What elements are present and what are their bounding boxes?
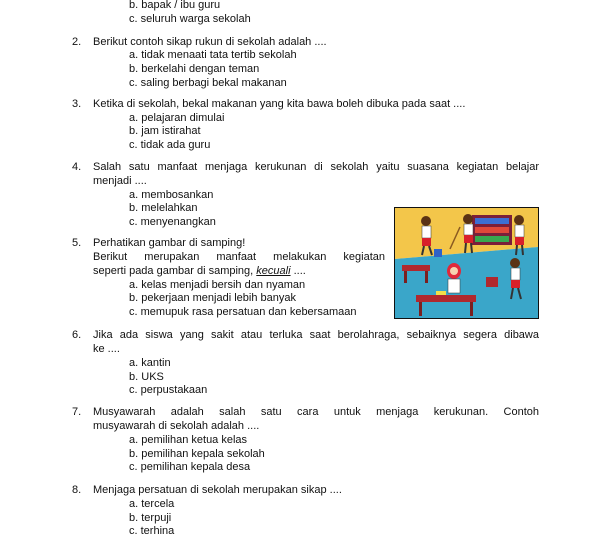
question-7-number: 7. (72, 406, 82, 418)
q3-option-a: a. pelajaran dimulai (129, 112, 225, 124)
q4-option-a: a. membosankan (129, 189, 214, 201)
question-7-text-line-2: musyawarah di sekolah adalah .... (93, 420, 260, 432)
question-2-text: Berikut contoh sikap rukun di sekolah adalah .... (93, 36, 327, 48)
question-8-number: 8. (72, 484, 82, 496)
table-shape (416, 295, 476, 302)
q4-option-b: b. melelahkan (129, 202, 198, 214)
q7-option-a: a. pemilihan ketua kelas (129, 434, 248, 446)
q7-option-c: c. pemilihan kepala desa (129, 461, 251, 473)
question-5-emphasis: kecuali (256, 265, 291, 277)
q2-option-a: a. tidak menaati tata tertib sekolah (129, 49, 297, 61)
q7-option-b: b. pemilihan kepala sekolah (129, 448, 265, 460)
question-5-text-line-1: Perhatikan gambar di samping! (93, 237, 246, 249)
question-4-text-line-1: Salah satu manfaat menjaga kerukunan di sekolah yaitu suasana kegiatan belajar (93, 161, 539, 173)
question-8-text: Menjaga persatuan di sekolah merupakan sikap .... (93, 484, 342, 496)
q1-option-b: b. bapak / ibu guru (129, 0, 221, 11)
question-3-number: 3. (72, 98, 82, 110)
q2-option-b: b. berkelahi dengan teman (129, 63, 260, 75)
q3-option-b: b. jam istirahat (129, 125, 201, 137)
q5-option-b: b. pekerjaan menjadi lebih banyak (129, 292, 296, 304)
question-6-text-line-2: ke .... (93, 343, 120, 355)
question-3-text: Ketika di sekolah, bekal makanan yang kita bawa boleh dibuka pada saat .... (93, 98, 466, 110)
q5-option-c: c. memupuk rasa persatuan dan kebersamaan (129, 306, 357, 318)
q5-option-a: a. kelas menjadi bersih dan nyaman (129, 279, 306, 291)
question-4-text-line-2: menjadi .... (93, 175, 147, 187)
classroom-cleaning-icon (394, 207, 539, 319)
desk-shape (402, 265, 430, 271)
question-7-text-line-1: Musyawarah adalah salah satu cara untuk menjaga kerukunan. Contoh (93, 406, 539, 418)
q6-option-c: c. perpustakaan (129, 384, 208, 396)
q4-option-c: c. menyenangkan (129, 216, 216, 228)
question-5-text-line-2: Berikut merupakan manfaat melakukan kegiatan (93, 251, 385, 263)
q1-option-c: c. seluruh warga sekolah (129, 13, 251, 25)
q8-option-b: b. terpuji (129, 512, 172, 524)
q3-option-c: c. tidak ada guru (129, 139, 211, 151)
question-2-number: 2. (72, 36, 82, 48)
q8-option-c: c. terhina (129, 525, 175, 537)
q6-option-b: b. UKS (129, 371, 164, 383)
question-6-number: 6. (72, 329, 82, 341)
question-5-number: 5. (72, 237, 82, 249)
question-6-text-line-1: Jika ada siswa yang sakit atau terluka saat berolahraga, sebaiknya segera dibawa (93, 329, 539, 341)
q6-option-a: a. kantin (129, 357, 171, 369)
question-4-number: 4. (72, 161, 82, 173)
question-5-text-line-3: seperti pada gambar di samping, kecuali .... (93, 265, 306, 277)
q8-option-a: a. tercela (129, 498, 175, 510)
q2-option-c: c. saling berbagi bekal makanan (129, 77, 287, 89)
classroom-cleaning-illustration (394, 207, 539, 319)
